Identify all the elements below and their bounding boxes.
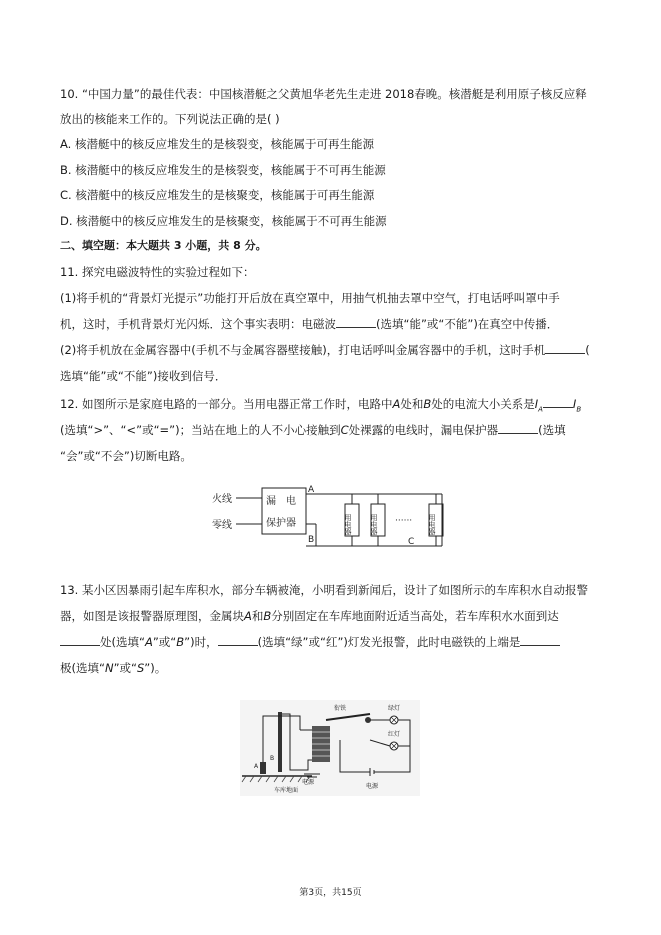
q12-text-b: 处和 xyxy=(400,397,424,411)
neutral-line-label: 零线 xyxy=(212,520,232,531)
appliance-1-label: 用电器 xyxy=(344,514,352,535)
q13-line4 xyxy=(60,660,166,676)
point-c-label: C xyxy=(408,537,415,547)
q11-part2-text-b: ( xyxy=(585,343,590,357)
protector-label-2: 保护器 xyxy=(266,518,296,529)
q12-line1 xyxy=(60,396,581,417)
q12-var-a: A xyxy=(392,397,401,411)
block-a-label: A xyxy=(254,763,259,770)
q13-var-a: A xyxy=(244,609,252,623)
q12-text-c: 处的电流大小关系是 xyxy=(431,397,535,411)
q10-option-a: A. 核潜艇中的核反应堆发生的是核裂变，核能属于可再生能源 xyxy=(60,137,374,151)
q10-option-d: D. 核潜艇中的核反应堆发生的是核聚变，核能属于不可再生能源 xyxy=(60,214,387,228)
q10-option-c: C. 核潜艇中的核反应堆发生的是核聚变，核能属于可再生能源 xyxy=(60,188,375,202)
appliance-1 xyxy=(344,494,359,546)
q11-part1-text-a: 机，这时，手机背景灯光闪烁．这个事实表明：电磁波 xyxy=(60,317,336,331)
q13-line1: 13. 某小区因暴雨引起车库积水，部分车辆被淹，小明看到新闻后，设计了如图所示的车库积水自动报警 xyxy=(60,583,588,597)
q11-part1-line1: (1)将手机的“背景灯光提示”功能打开后放在真空罩中，用抽气机抽去罩中空气，打电话呼叫罩中手 xyxy=(60,291,560,305)
page-footer: 第3页，共15页 xyxy=(299,888,362,898)
metal-block-a xyxy=(260,762,266,774)
q11-part2-line1 xyxy=(60,342,590,358)
q13-text-i: ”或“ xyxy=(113,661,137,675)
q11-part1-line2 xyxy=(60,316,558,332)
q12-circuit-diagram xyxy=(212,476,462,556)
q13-text-g: (选填“绿”或“红”)灯发光报警，此时电磁铁的上端是 xyxy=(257,635,521,649)
q13-text-j: ”)。 xyxy=(144,661,167,675)
q12-var-c: C xyxy=(340,423,349,437)
floor-label: 车库地面 xyxy=(274,787,299,794)
q13-var-a2: A xyxy=(144,635,153,649)
power-label-2: 电源 xyxy=(366,783,379,790)
q13-blank-2[interactable] xyxy=(218,634,258,646)
q10-stem-line1: 10. “中国力量”的最佳代表：中国核潜艇之父黄旭华老先生走进 2018春晚。核潜艇是利用原子核反应释 xyxy=(60,87,587,101)
q13-line2 xyxy=(60,608,559,624)
q13-line3 xyxy=(60,634,560,650)
power-label-1: 电源 xyxy=(302,779,315,786)
q12-current-b: $I_B$ xyxy=(572,397,582,414)
q12-text-f: (选填 xyxy=(538,423,566,437)
q11-part1-text-b: (选填“能”或“不能”)在真空中传播． xyxy=(376,317,559,331)
q12-var-b: B xyxy=(423,397,432,411)
q11-part2-text-a: (2)将手机放在金属容器中(手机不与金属容器壁接触)，打电话呼叫金属容器中的手机，这时手机 xyxy=(60,343,546,357)
fire-line-label: 火线 xyxy=(212,494,232,505)
q13-var-n: N xyxy=(104,661,114,675)
q13-text-h: 极(选填“ xyxy=(60,661,105,675)
q12-line3: “会”或“不会”)切断电路。 xyxy=(60,449,192,463)
q13-var-s: S xyxy=(136,661,145,675)
appliance-2 xyxy=(370,494,385,546)
q13-var-b: B xyxy=(263,609,272,623)
appliance-3 xyxy=(428,494,443,546)
q13-var-b2: B xyxy=(176,635,185,649)
red-light-label: 红灯 xyxy=(388,731,401,738)
appliance-2-label: 用电器 xyxy=(370,514,378,535)
metal-block-b xyxy=(278,712,282,772)
q12-text-e: 处裸露的电线时，漏电保护器 xyxy=(348,423,499,437)
q10-option-b: B. 核潜艇中的核反应堆发生的是核裂变，核能属于不可再生能源 xyxy=(60,163,386,177)
q11-blank-1[interactable] xyxy=(336,316,376,328)
q13-blank-1[interactable] xyxy=(60,634,100,646)
q12-blank-2[interactable] xyxy=(498,422,538,434)
q11-stem: 11. 探究电磁波特性的实验过程如下： xyxy=(60,265,255,279)
q13-text-b: 和 xyxy=(251,609,264,623)
ellipsis: ······ xyxy=(395,516,413,526)
q13-text-a: 器，如图是该报警器原理图，金属块 xyxy=(60,609,244,623)
q11-blank-2[interactable] xyxy=(545,342,585,354)
green-light-label: 绿灯 xyxy=(388,705,401,712)
q13-text-d: 处(选填“ xyxy=(100,635,145,649)
point-b-label: B xyxy=(308,535,315,545)
block-b-label: B xyxy=(270,755,275,762)
q13-text-e: ”或“ xyxy=(152,635,177,649)
q10-stem-line2: 放出的核能来工作的。下列说法正确的是( ) xyxy=(60,112,280,126)
q12-current-a: $I_A$ xyxy=(534,397,543,414)
section-heading: 二、填空题：本大题共 3 小题，共 8 分。 xyxy=(60,239,267,252)
protector-label-1: 漏 电 xyxy=(266,496,296,507)
armature-label: 衔铁 xyxy=(334,705,347,712)
q11-part2-line2: 选填“能”或“不能”)接收到信号． xyxy=(60,369,227,383)
q12-text-d: (选填“>”、“<”或“=”)；当站在地上的人不小心接触到 xyxy=(60,423,341,437)
q12-blank-1[interactable] xyxy=(543,396,573,408)
appliance-3-label: 用电器 xyxy=(428,514,436,535)
point-a-label: A xyxy=(308,485,315,495)
q13-blank-3[interactable] xyxy=(520,634,560,646)
q13-text-c: 分别固定在车库地面附近适当高处，若车库积水水面到达 xyxy=(271,609,559,623)
q12-text-a: 12. 如图所示是家庭电路的一部分。当用电器正常工作时，电路中 xyxy=(60,397,393,411)
q13-text-f: ”)时， xyxy=(184,635,218,649)
q12-line2 xyxy=(60,422,566,438)
q13-alarm-diagram xyxy=(240,700,420,796)
